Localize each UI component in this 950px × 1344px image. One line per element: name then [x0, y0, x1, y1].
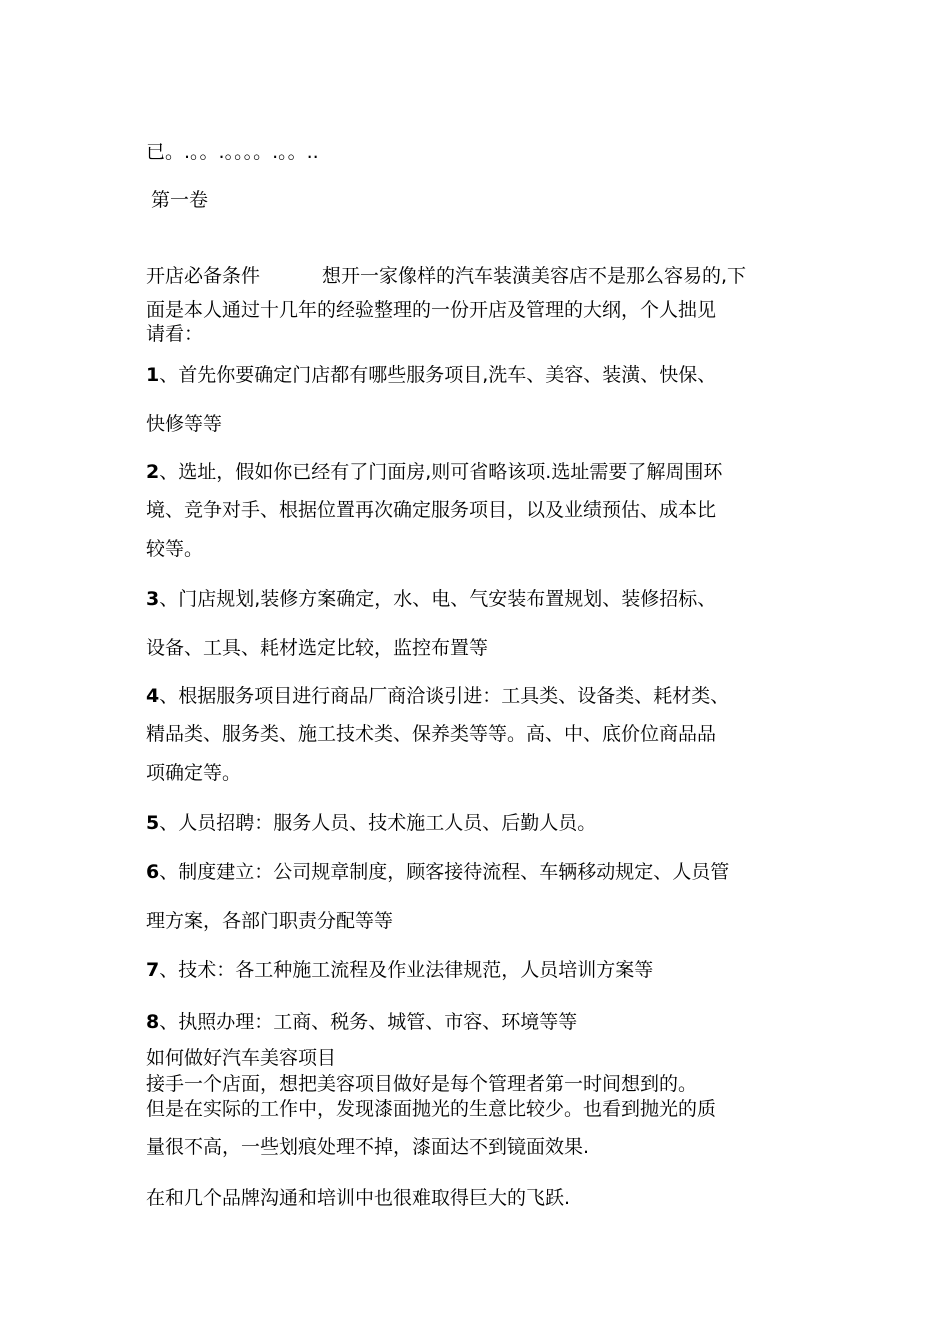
- intro-text-line-1: 想开一家像样的汽车装潢美容店不是那么容易的,下: [322, 265, 747, 287]
- list-item-2-cont-2: 较等。: [146, 538, 204, 560]
- item-text: 、首先你要确定门店都有哪些服务项目,洗车、美容、装潢、快保、: [159, 364, 717, 386]
- list-item-1-cont: 快修等等: [146, 413, 223, 435]
- section-paragraph-line-2: 但是在实际的工作中，发现漆面抛光的生意比较少。也看到抛光的质: [146, 1098, 717, 1120]
- list-item-8: [146, 1010, 577, 1034]
- intro-text-line-3: 请看：: [146, 323, 204, 345]
- item-text: 、技术：各工种施工流程及作业法律规范，人员培训方案等: [159, 959, 654, 981]
- section-title: 如何做好汽车美容项目: [146, 1047, 337, 1069]
- item-number: 8: [146, 1011, 160, 1033]
- volume-heading: 第一卷: [151, 189, 209, 211]
- item-number: 6: [146, 861, 160, 883]
- item-text: 、执照办理：工商、税务、城管、市容、环境等等: [159, 1011, 578, 1033]
- item-number: 5: [146, 812, 160, 834]
- list-item-3-cont: 设备、工具、耗材选定比较，监控布置等: [146, 637, 489, 659]
- item-number: 3: [146, 588, 160, 610]
- item-text: 、人员招聘：服务人员、技术施工人员、后勤人员。: [159, 812, 597, 834]
- item-text: 、选址，假如你已经有了门面房,则可省略该项.选址需要了解周围环: [159, 461, 723, 483]
- list-item-4-cont-2: 项确定等。: [146, 762, 242, 784]
- item-number: 1: [146, 364, 160, 386]
- list-item-6: [146, 860, 729, 884]
- item-number: 4: [146, 685, 160, 707]
- text-fragment: 已。.。。.。。。。.。。..: [146, 141, 319, 163]
- section-paragraph-line-1: 接手一个店面，想把美容项目做好是每个管理者第一时间想到的。: [146, 1073, 698, 1095]
- item-number: 2: [146, 461, 160, 483]
- section-paragraph-line-4: 在和几个品牌沟通和培训中也很难取得巨大的飞跃.: [146, 1187, 571, 1209]
- item-text: 、根据服务项目进行商品厂商洽谈引进：工具类、设备类、耗材类、: [159, 685, 730, 707]
- section-paragraph-line-3: 量很不高，一些划痕处理不掉，漆面达不到镜面效果.: [146, 1136, 590, 1158]
- list-item-6-cont: 理方案，各部门职责分配等等: [146, 910, 394, 932]
- list-item-1: [146, 363, 716, 387]
- list-item-4: [146, 684, 729, 708]
- list-item-3: [146, 587, 716, 611]
- list-item-4-cont-1: 精品类、服务类、施工技术类、保养类等等。高、中、底价位商品品: [146, 723, 717, 745]
- intro-text-line-2: 面是本人通过十几年的经验整理的一份开店及管理的大纲，个人拙见: [146, 299, 717, 321]
- list-item-5: [146, 811, 596, 835]
- item-number: 7: [146, 959, 160, 981]
- list-item-7: [146, 958, 653, 982]
- list-item-2: [146, 460, 722, 484]
- list-item-2-cont-1: 境、竞争对手、根据位置再次确定服务项目，以及业绩预估、成本比: [146, 499, 717, 521]
- item-text: 、门店规划,装修方案确定，水、电、气安装布置规划、装修招标、: [159, 588, 717, 610]
- item-text: 、制度建立：公司规章制度，顾客接待流程、车辆移动规定、人员管: [159, 861, 730, 883]
- intro-label: 开店必备条件: [146, 265, 261, 287]
